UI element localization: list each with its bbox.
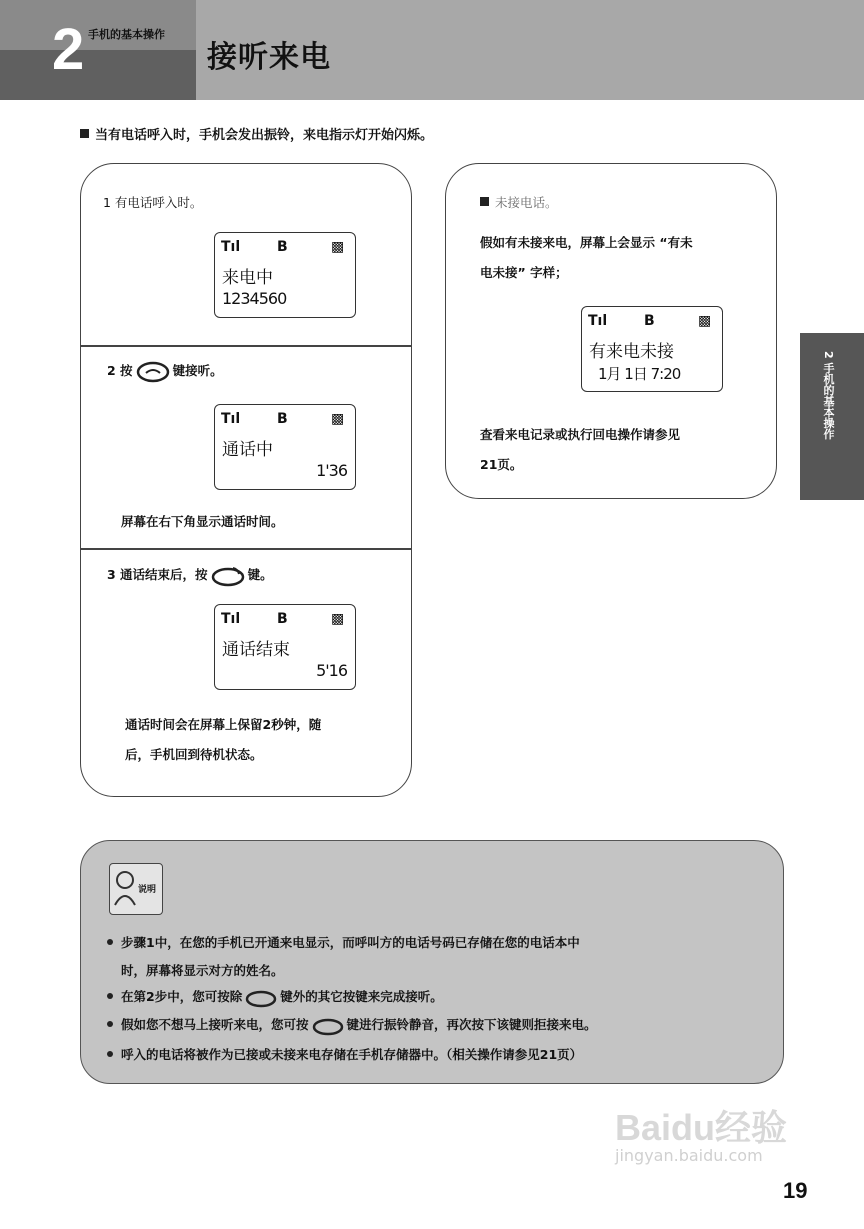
screen-line1: 通话中 (222, 440, 273, 460)
step-3-text (107, 560, 273, 590)
battery-icon: ▩ (698, 313, 712, 329)
step-2-label: 2 按 (107, 363, 133, 378)
chapter-number: 2 (52, 17, 85, 82)
page-number: 19 (783, 1178, 808, 1203)
missed-footer-2: 21页。 (480, 457, 523, 472)
watermark-url: jingyan.baidu.com (615, 1146, 763, 1165)
phone-screen-call-ended (214, 604, 356, 690)
watermark-logo: Baidu经验 (615, 1107, 788, 1148)
step-3-note-1: 通话时间会在屏幕上保留2秒钟，随 (125, 717, 322, 732)
intro-text (80, 124, 433, 143)
step-2-label-after: 键接听。 (172, 363, 223, 378)
b-icon: B (277, 239, 288, 255)
bullet-icon (107, 1051, 113, 1057)
header-bar (0, 0, 864, 100)
battery-icon: ▩ (331, 611, 345, 627)
side-tab-label: 2 手机的基本操作 (822, 351, 835, 440)
missed-heading-label: 未接电话。 (495, 195, 558, 210)
missed-line-2: 电未接” 字样； (480, 265, 568, 280)
screen-line2: 1234560 (222, 289, 287, 308)
missed-line-1: 假如有未接来电，屏幕上会显示 “有未 (480, 235, 693, 250)
tips-label: 说明 (138, 885, 157, 895)
square-bullet-icon (480, 197, 489, 206)
step-3-label-after: 键。 (247, 567, 273, 582)
missed-heading (480, 188, 558, 218)
bullet-icon (107, 993, 113, 999)
screen-line2: 1'36 (316, 461, 347, 480)
screen-line2: 5'16 (316, 661, 347, 680)
signal-icon: Tıl (588, 313, 608, 329)
end-key-icon (211, 565, 245, 587)
chapter-name: 手机的基本操作 (88, 28, 165, 41)
screen-line2: 1月 1日 7:20 (598, 365, 681, 383)
tip-4 (107, 1045, 582, 1063)
tip-1-line-1: 步骤1中，在您的手机已开通来电显示，而呼叫方的电话号码已存储在您的电话本中 (121, 935, 580, 950)
tip-2-before: 在第2步中，您可按除 (121, 989, 243, 1004)
bullet-icon (107, 1021, 113, 1027)
signal-icon: Tıl (221, 411, 241, 427)
divider (81, 548, 411, 550)
end-key-icon (245, 988, 277, 1008)
tip-3-before: 假如您不想马上接听来电，您可按 (121, 1017, 309, 1032)
step-3-label: 3 通话结束后，按 (107, 567, 208, 582)
divider (81, 345, 411, 347)
signal-icon: Tıl (221, 611, 241, 627)
phone-screen-incoming (214, 232, 356, 318)
screen-line1: 来电中 (222, 268, 273, 288)
header-block-top (0, 0, 196, 50)
side-chapter-tab (800, 333, 864, 500)
missed-calls-box (445, 163, 777, 499)
phone-screen-in-call (214, 404, 356, 490)
end-key-icon (312, 1016, 344, 1036)
tip-1 (107, 933, 580, 951)
b-icon: B (277, 611, 288, 627)
header-block-bottom (0, 50, 196, 100)
phone-screen-missed (581, 306, 723, 392)
step-2-note: 屏幕在右下角显示通话时间。 (121, 514, 284, 529)
signal-icon: Tıl (221, 239, 241, 255)
missed-footer-1: 查看来电记录或执行回电操作请参见 (480, 427, 681, 442)
intro-label: 当有电话呼入时，手机会发出振铃，来电指示灯开始闪烁。 (95, 128, 434, 143)
send-key-icon (136, 361, 170, 383)
battery-icon: ▩ (331, 411, 345, 427)
screen-line1: 有来电未接 (589, 342, 674, 362)
b-icon: B (277, 411, 288, 427)
tip-2 (107, 987, 443, 1008)
steps-box (80, 163, 412, 797)
step-1-text (103, 188, 202, 218)
square-bullet-icon (80, 129, 89, 138)
screen-line1: 通话结束 (222, 640, 290, 660)
tip-2-after: 键外的其它按键来完成接听。 (280, 989, 443, 1004)
battery-icon: ▩ (331, 239, 345, 255)
step-1-label: 1 有电话呼入时。 (103, 195, 203, 210)
tips-icon (109, 863, 163, 915)
b-icon: B (644, 313, 655, 329)
tip-1-cont: 时，屏幕将显示对方的姓名。 (121, 963, 284, 978)
tip-3-after: 键进行振铃静音，再次按下该键则拒接来电。 (346, 1017, 597, 1032)
step-2-text (107, 356, 223, 386)
step-3-note-2: 后，手机回到待机状态。 (125, 747, 263, 762)
person-icon (113, 869, 137, 909)
page-title: 接听来电 (207, 40, 331, 75)
tips-box (80, 840, 784, 1084)
bullet-icon (107, 939, 113, 945)
tip-3 (107, 1015, 597, 1036)
tip-4-line: 呼入的电话将被作为已接或未接来电存储在手机存储器中。（相关操作请参见21页） (121, 1047, 583, 1062)
